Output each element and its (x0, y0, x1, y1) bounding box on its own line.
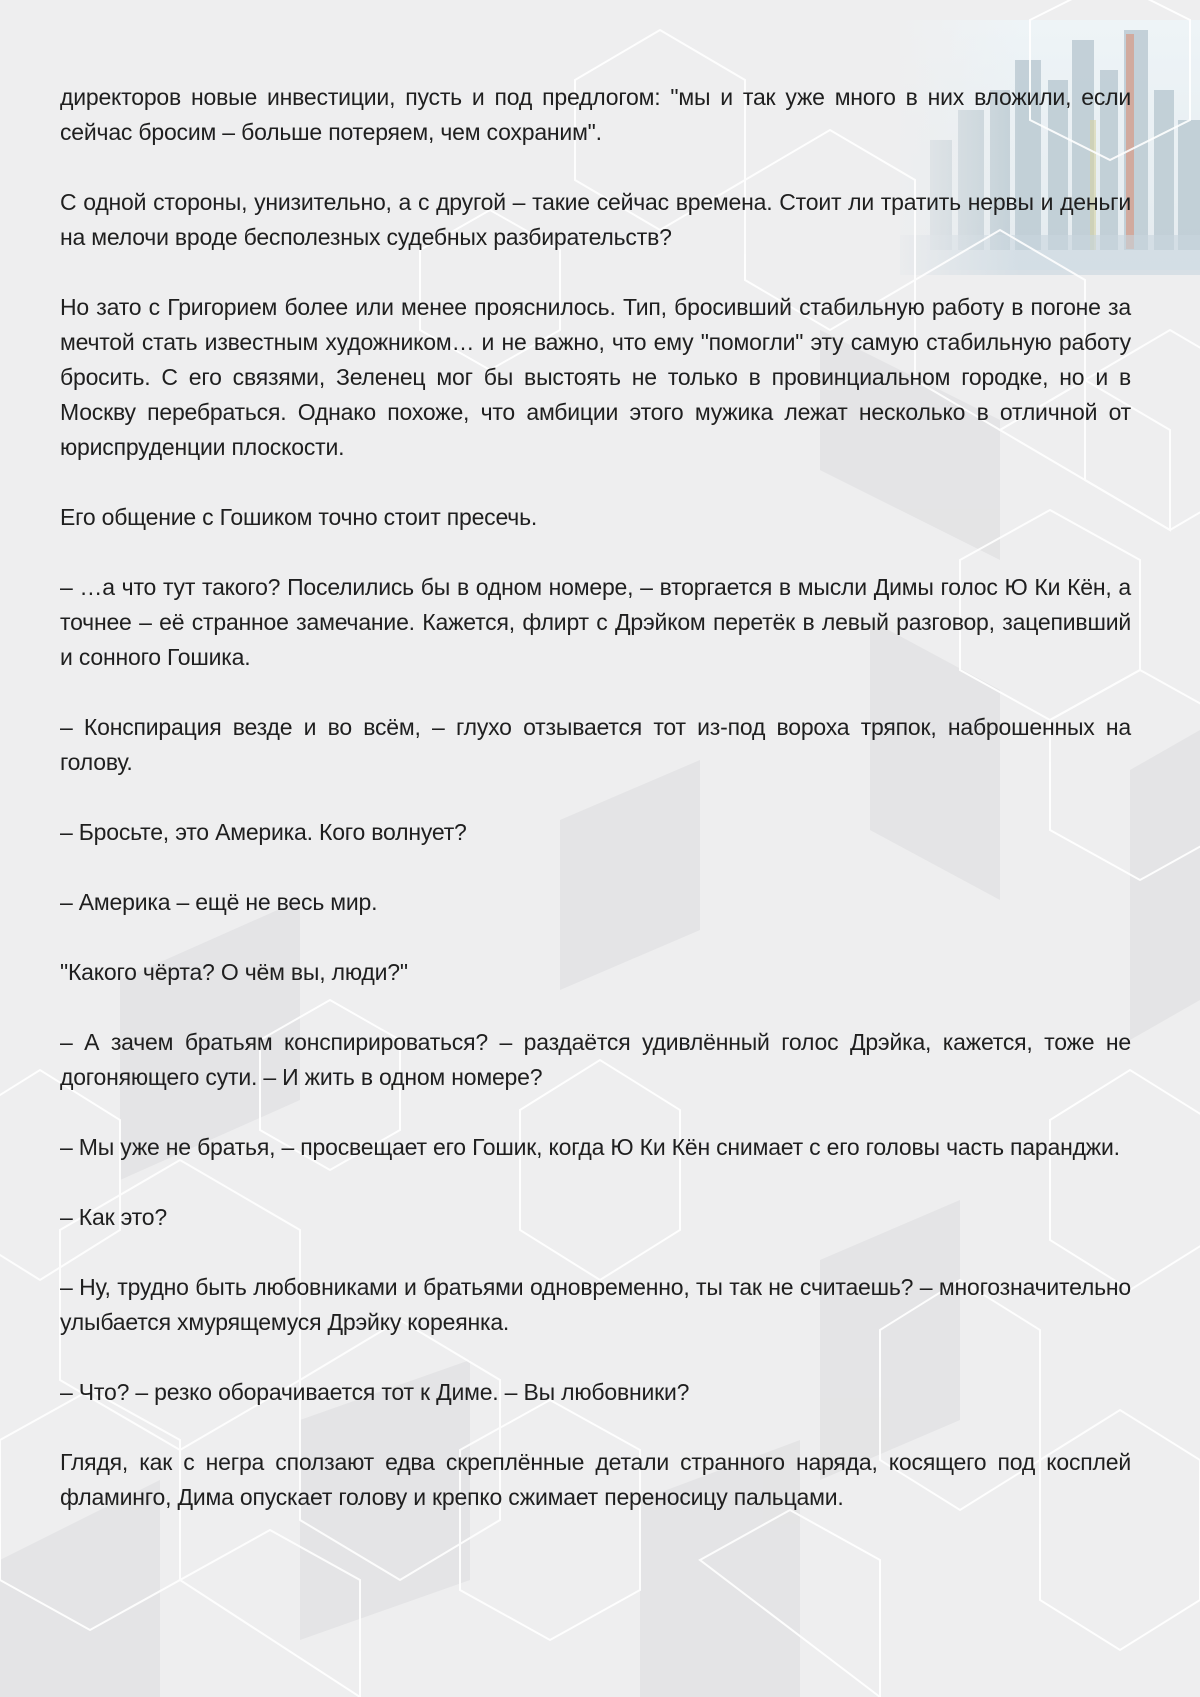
paragraph: – Мы уже не братья, – просвещает его Гошик, когда Ю Ки Кён снимает с его головы часть паранджи. (60, 1134, 1120, 1160)
paragraph: Глядя, как с негра сползают едва скреплённые детали странного наряда, косящего под косплей фламинго, Дима опускает голову и крепко сжимает переносицу пальцами. (60, 1449, 1131, 1510)
paragraph: Его общение с Гошиком точно стоит пресечь. (60, 504, 538, 530)
paragraph: – Америка – ещё не весь мир. (60, 889, 378, 915)
paragraph: – Как это? (60, 1204, 167, 1230)
document-page (60, 80, 1131, 1515)
paragraph: – Что? – резко оборачивается тот к Диме. – Вы любовники? (60, 1379, 690, 1405)
paragraph: С одной стороны, унизительно, а с другой – такие сейчас времена. Стоит ли тратить нервы и деньги на мелочи вроде бесполезных судебных разбирательств? (60, 189, 1131, 250)
paragraph: – А зачем братьям конспирироваться? – раздаётся удивлённый голос Дрэйка, кажется, тоже не догоняющего сути. – И жить в одном номере? (60, 1029, 1131, 1090)
paragraph: – …а что тут такого? Поселились бы в одном номере, – вторгается в мысли Димы голос Ю Ки Кён, а точнее – её странное замечание. Кажется, флирт с Дрэйком перетёк в левый разговор, зацепивший и сонного Гошика. (60, 574, 1131, 670)
paragraph: – Бросьте, это Америка. Кого волнует? (60, 819, 467, 845)
paragraph: директоров новые инвестиции, пусть и под предлогом: "мы и так уже много в них вложили, если сейчас бросим – больше потеряем, чем сохраним". (60, 84, 1131, 145)
paragraph: – Ну, трудно быть любовниками и братьями одновременно, ты так не считаешь? – многозначительно улыбается хмурящемуся Дрэйку кореянка. (60, 1274, 1131, 1335)
paragraph: – Конспирация везде и во всём, – глухо отзывается тот из-под вороха тряпок, наброшенных на голову. (60, 714, 1131, 775)
paragraph: "Какого чёрта? О чём вы, люди?" (60, 959, 408, 985)
paragraph: Но зато с Григорием более или менее прояснилось. Тип, бросивший стабильную работу в погоне за мечтой стать известным художником… и не важно, что ему "помогли" эту самую стабильную работу бросить. С его связями, Зеленец мог бы выстоять не только в провинциальном городке, но и в Москву перебраться. Однако похоже, что амбиции этого мужика лежат несколько в отличной от юриспруденции плоскости. (60, 294, 1131, 460)
